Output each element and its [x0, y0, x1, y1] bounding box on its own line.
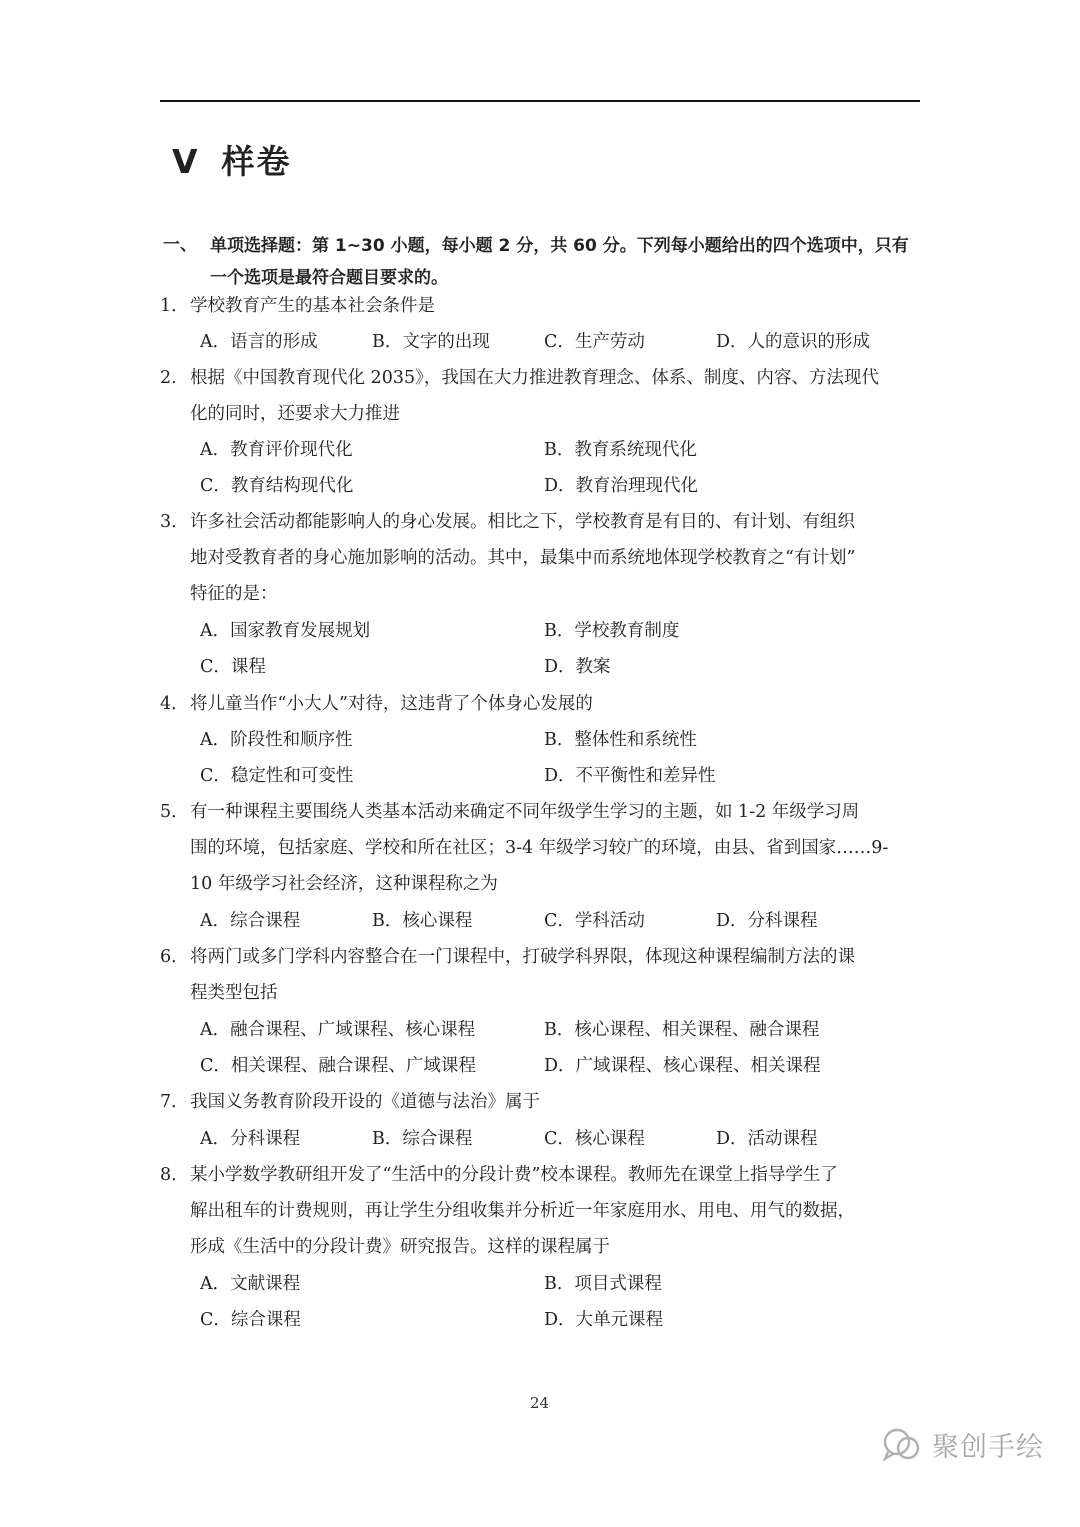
question-text-line: 形成《生活中的分段计费》研究报告。这样的课程属于	[190, 1237, 610, 1257]
watermark-text: 聚创手绘	[932, 1432, 1044, 1463]
option-a: A．分科课程	[200, 1129, 301, 1149]
question-text-line: 解出租车的计费规则，再让学生分组收集并分析近一年家庭用水、用电、用气的数据，	[190, 1201, 855, 1221]
question-6	[160, 939, 925, 1011]
question-5	[160, 794, 925, 902]
question-number: 2.	[160, 368, 177, 388]
watermark	[880, 1425, 1044, 1464]
question-number: 8．	[160, 1165, 189, 1185]
option-c: C．核心课程	[544, 1129, 645, 1149]
section-instructions: 单项选择题：第 1~30 小题，每小题 2 分，共 60 分。下列每小题给出的四个选项中，只有一个选项是最符合题目要求的。	[210, 236, 909, 288]
question-text-line: 特征的是：	[190, 584, 278, 604]
section-number: 一、	[163, 235, 197, 255]
question-text-line: 某小学数学教研组开发了“生活中的分段计费”校本课程。教师先在课堂上指导学生了	[190, 1165, 838, 1185]
page-title	[172, 136, 292, 183]
option-d: D．不平衡性和差异性	[544, 766, 716, 786]
option-a: A．综合课程	[200, 911, 301, 931]
option-d: D．广域课程、核心课程、相关课程	[544, 1056, 821, 1076]
option-a: A．融合课程、广域课程、核心课程	[200, 1020, 476, 1040]
question-text-line: 学校教育产生的基本社会条件是	[190, 296, 435, 316]
header-rule	[160, 100, 920, 102]
question-text-line: 化的同时，还要求大力推进	[190, 404, 400, 424]
option-d: D．活动课程	[716, 1129, 818, 1149]
page-number: 24	[530, 1394, 550, 1412]
option-d: D．教案	[544, 657, 611, 677]
option-d: D．人的意识的形成	[716, 332, 871, 352]
question-text-line: 将儿童当作“小大人”对待，这违背了个体身心发展的	[190, 694, 593, 714]
question-text-line: 10 年级学习社会经济，这种课程称之为	[190, 874, 498, 894]
question-text-line: 地对受教育者的身心施加影响的活动。其中，最集中而系统地体现学校教育之“有计划”	[190, 548, 856, 568]
question-text-line: 根据《中国教育现代化 2035》，我国在大力推进教育理念、体系、制度、内容、方法现代	[190, 368, 879, 388]
option-c: C．教育结构现代化	[200, 476, 354, 496]
question-text-line: 围的环境，包括家庭、学校和所在社区；3-4 年级学习较广的环境，由县、省到国家……9-	[190, 838, 889, 858]
option-c: C．相关课程、融合课程、广域课程	[200, 1056, 476, 1076]
question-text-line: 有一种课程主要围绕人类基本活动来确定不同年级学生学习的主题，如 1-2 年级学习周	[190, 802, 860, 822]
option-d: D．教育治理现代化	[544, 476, 699, 496]
option-a: A．阶段性和顺序性	[200, 730, 353, 750]
title-text: 样卷	[221, 142, 292, 181]
question-number: 1．	[160, 296, 189, 316]
option-c: C．学科活动	[544, 911, 645, 931]
question-number: 5．	[160, 802, 189, 822]
option-c: C．综合课程	[200, 1310, 301, 1330]
option-c: C．课程	[200, 657, 266, 677]
question-text-line: 我国义务教育阶段开设的《道德与法治》属于	[190, 1092, 540, 1112]
question-number: 4．	[160, 694, 189, 714]
option-d: D．大单元课程	[544, 1310, 664, 1330]
question-8	[160, 1157, 925, 1265]
question-text-line: 将两门或多门学科内容整合在一门课程中，打破学科界限，体现这种课程编制方法的课	[190, 947, 855, 967]
option-b: B．教育系统现代化	[544, 440, 697, 460]
option-b: B．核心课程、相关课程、融合课程	[544, 1020, 820, 1040]
title-number: V	[172, 142, 200, 181]
question-text-line: 许多社会活动都能影响人的身心发展。相比之下，学校教育是有目的、有计划、有组织	[190, 512, 855, 532]
option-a: A．文献课程	[200, 1274, 301, 1294]
question-7	[160, 1084, 925, 1120]
option-b: B．整体性和系统性	[544, 730, 697, 750]
question-3	[160, 504, 925, 612]
option-a: A．国家教育发展规划	[200, 621, 371, 641]
option-d: D．分科课程	[716, 911, 818, 931]
option-c: C．生产劳动	[544, 332, 645, 352]
option-b: B．综合课程	[372, 1129, 473, 1149]
option-b: B．核心课程	[372, 911, 473, 931]
option-b: B．文字的出现	[372, 332, 490, 352]
question-number: 3．	[160, 512, 189, 532]
option-a: A．教育评价现代化	[200, 440, 353, 460]
option-a: A．语言的形成	[200, 332, 318, 352]
question-1	[160, 288, 925, 324]
question-2	[160, 360, 925, 432]
option-b: B．学校教育制度	[544, 621, 680, 641]
wechat-official-account-icon	[880, 1427, 924, 1463]
question-number: 7．	[160, 1092, 189, 1112]
question-4	[160, 686, 925, 722]
question-number: 6．	[160, 947, 189, 967]
option-b: B．项目式课程	[544, 1274, 662, 1294]
question-text-line: 程类型包括	[190, 983, 278, 1003]
option-c: C．稳定性和可变性	[200, 766, 354, 786]
